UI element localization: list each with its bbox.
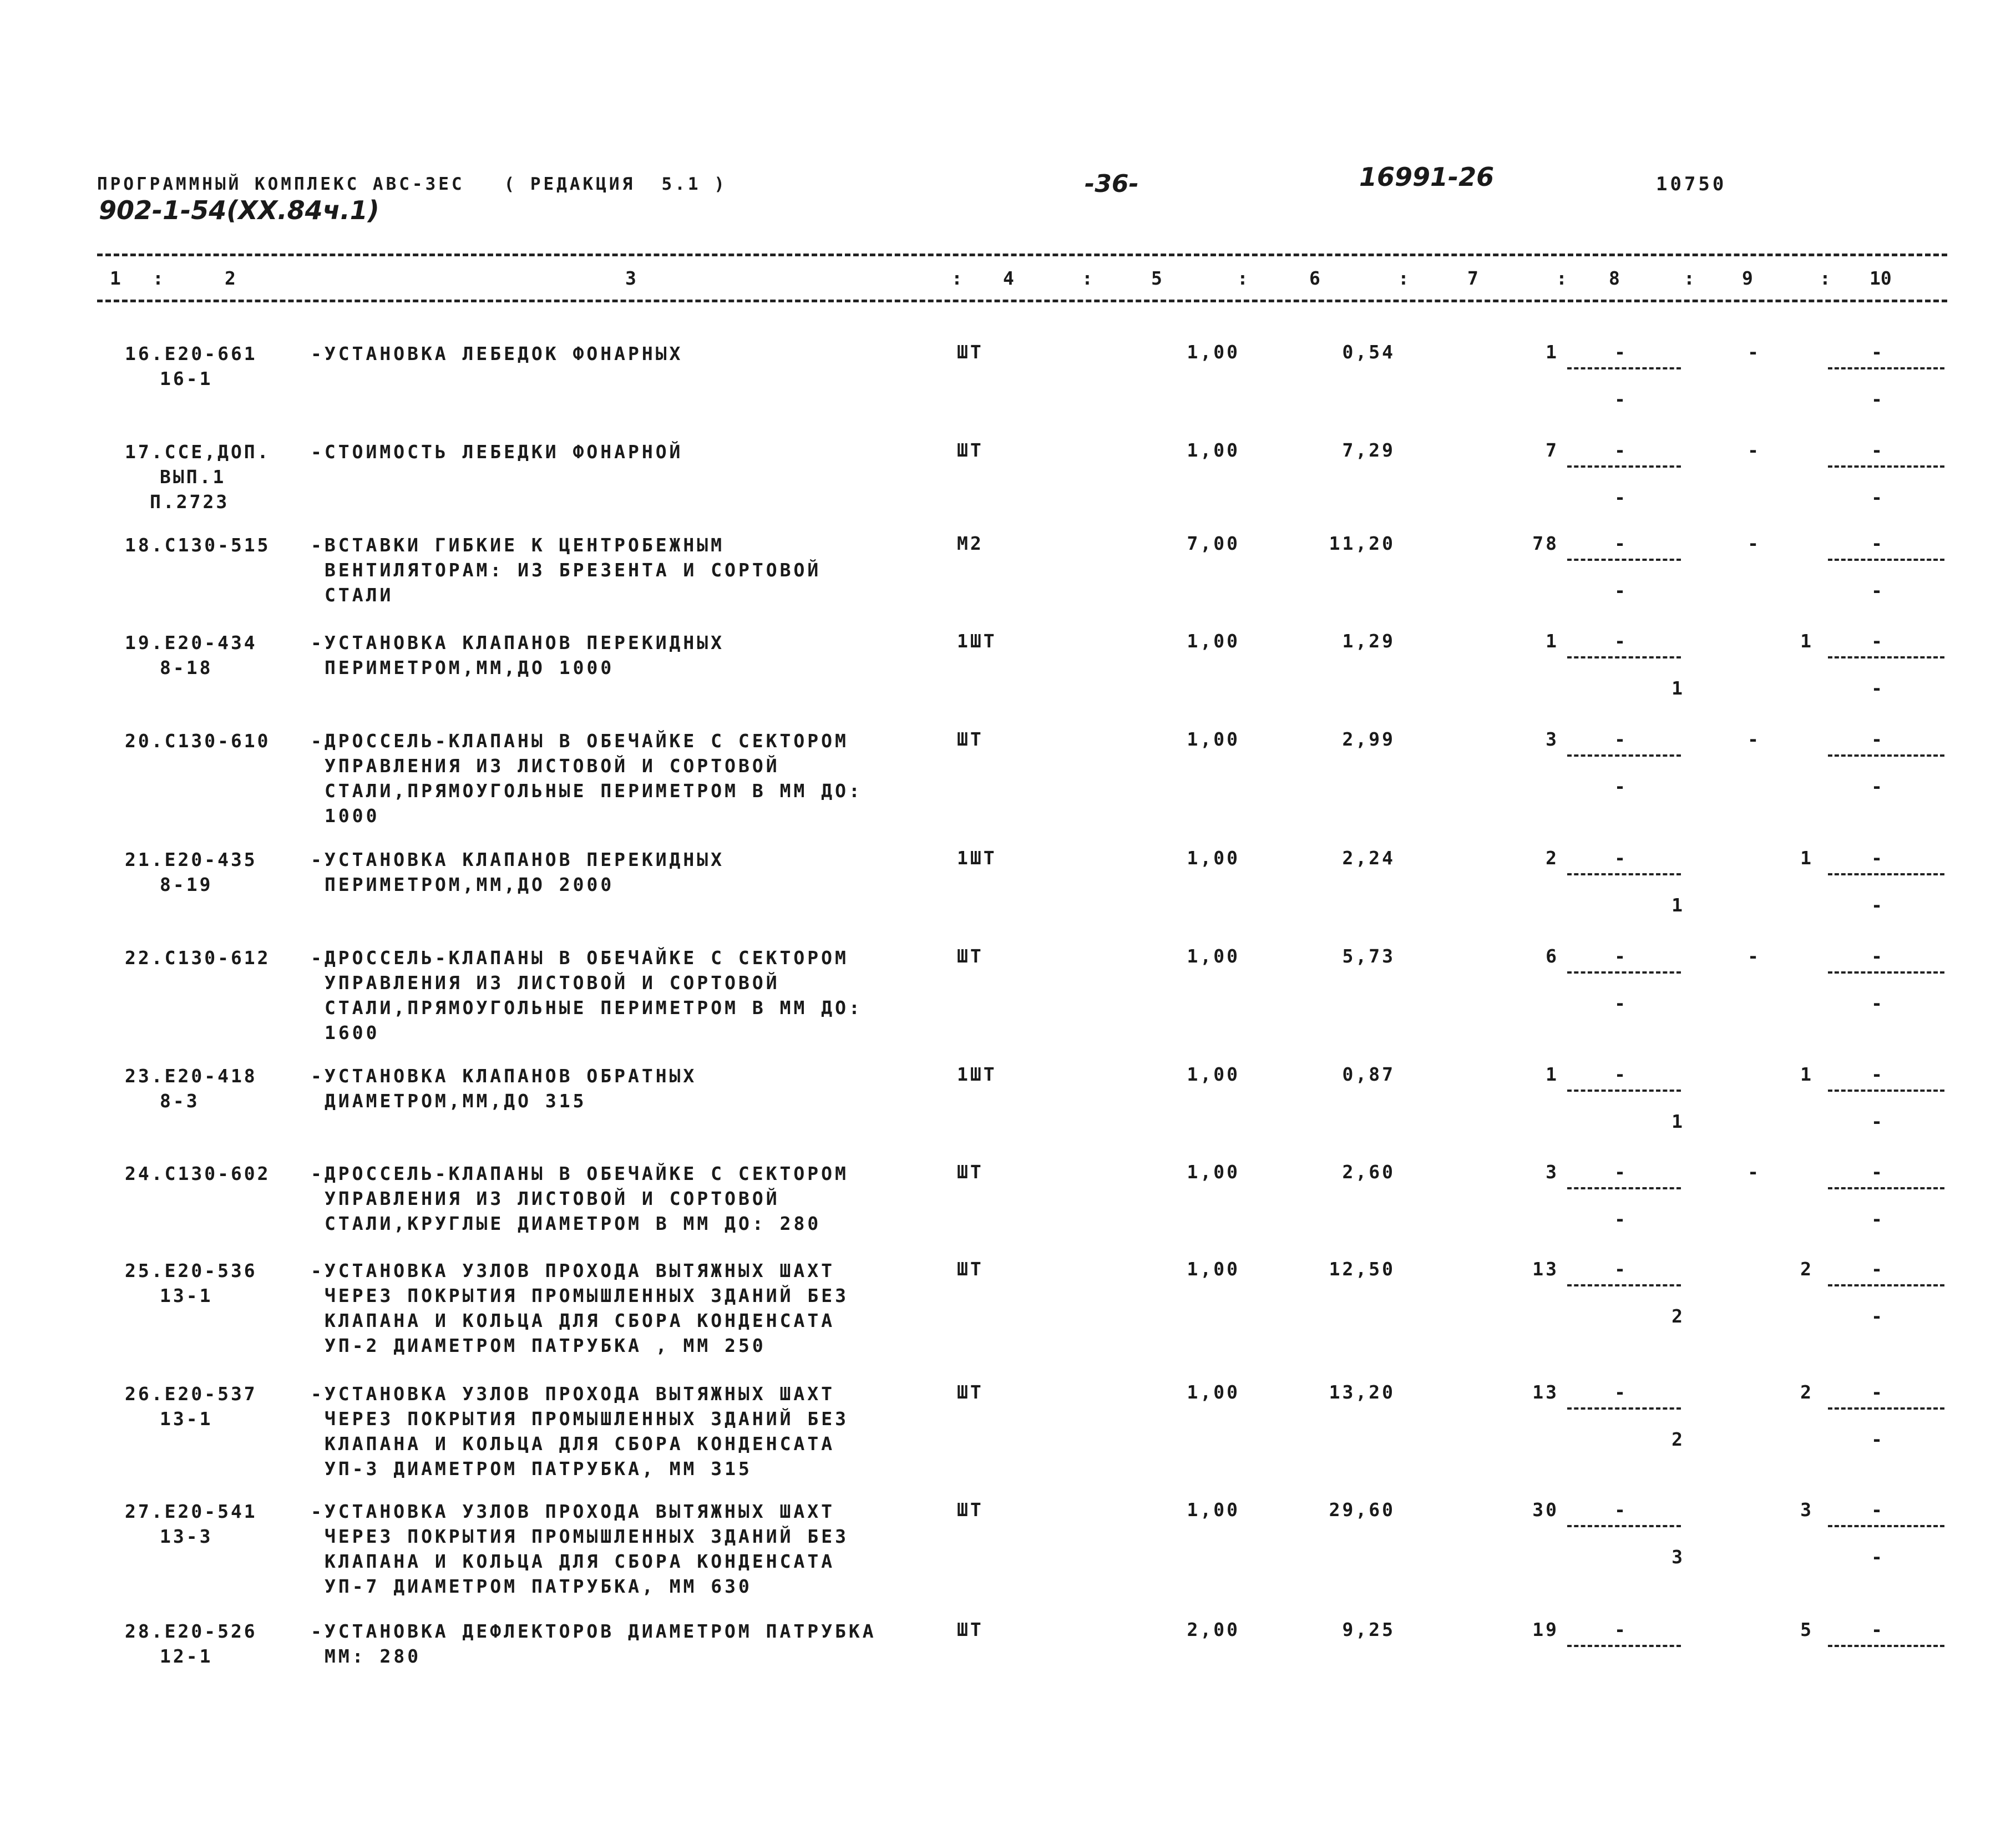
col10-top-value: -: [1871, 847, 1882, 869]
col10-fraction-line: [1828, 656, 1944, 658]
unit: ШТ: [957, 1258, 984, 1280]
col10-fraction-line: [1828, 367, 1944, 369]
col10-fraction-line: [1828, 465, 1944, 468]
column-separator: :: [1556, 267, 1567, 289]
item-code: 8-19: [160, 874, 213, 895]
item-code: 16.Е20-661: [125, 343, 257, 364]
item-description: -УСТАНОВКА КЛАПАНОВ ОБРАТНЫХ: [311, 1065, 697, 1087]
col10-top-value: -: [1871, 1381, 1882, 1403]
col8-top-value: -: [1614, 847, 1625, 869]
project-code: 902-1-54(ХХ.84ч.1): [99, 195, 379, 225]
col10-fraction-line: [1828, 971, 1944, 974]
col8-top-value: -: [1614, 1499, 1625, 1521]
col10-top-value: -: [1871, 1161, 1882, 1183]
total-cost: 3: [1546, 1161, 1559, 1183]
item-code: 13-1: [160, 1285, 213, 1306]
col9-value: 1: [1800, 1063, 1811, 1085]
total-cost: 3: [1546, 728, 1559, 750]
col10-fraction-line: [1828, 1645, 1944, 1647]
quantity: 1,00: [1187, 1499, 1240, 1521]
unit: 1ШТ: [957, 1063, 997, 1085]
unit: 1ШТ: [957, 847, 997, 869]
unit-price: 29,60: [1329, 1499, 1395, 1521]
col10-bottom-value: -: [1871, 992, 1882, 1014]
quantity: 1,00: [1187, 341, 1240, 363]
col9-value: 3: [1800, 1499, 1811, 1521]
column-separator: :: [1820, 267, 1831, 289]
col8-top-value: -: [1614, 728, 1625, 750]
col10-fraction-line: [1828, 754, 1944, 757]
col10-top-value: -: [1871, 1258, 1882, 1280]
col10-bottom-value: -: [1871, 580, 1882, 601]
col8-top-value: -: [1614, 439, 1625, 461]
quantity: 1,00: [1187, 630, 1240, 652]
item-description: -УСТАНОВКА КЛАПАНОВ ПЕРЕКИДНЫХ: [311, 632, 725, 653]
item-code: 22.С130-612: [125, 947, 271, 969]
item-code: 23.Е20-418: [125, 1065, 257, 1087]
col9-value: -: [1747, 945, 1759, 967]
col10-bottom-value: -: [1871, 677, 1882, 699]
col8-top-value: -: [1614, 341, 1625, 363]
unit: ШТ: [957, 945, 984, 967]
quantity: 2,00: [1187, 1619, 1240, 1640]
sheet-code: 10750: [1656, 173, 1727, 195]
total-cost: 13: [1532, 1381, 1559, 1403]
col10-fraction-line: [1828, 873, 1944, 875]
item-description: -ДРОССЕЛЬ-КЛАПАНЫ В ОБЕЧАЙКЕ С СЕКТОРОМ: [311, 1163, 849, 1184]
col8-top-value: -: [1614, 945, 1625, 967]
document-number: 16991-26: [1359, 162, 1495, 192]
quantity: 1,00: [1187, 847, 1240, 869]
column-number: 5: [1151, 267, 1162, 289]
col10-top-value: -: [1871, 945, 1882, 967]
item-description: -УСТАНОВКА ДЕФЛЕКТОРОВ ДИАМЕТРОМ ПАТРУБКА: [311, 1620, 877, 1642]
col10-bottom-value: -: [1871, 1305, 1882, 1327]
col10-bottom-value: -: [1871, 776, 1882, 797]
unit: ШТ: [957, 1381, 984, 1403]
item-code: 16-1: [160, 368, 213, 389]
col8-fraction-line: [1567, 971, 1681, 974]
item-description: 1600: [325, 1022, 380, 1043]
page-number: -36-: [1085, 170, 1139, 198]
item-code: ВЫП.1: [160, 466, 226, 488]
col8-bottom-value: 2: [1671, 1305, 1683, 1327]
unit: ШТ: [957, 728, 984, 750]
item-description: УПРАВЛЕНИЯ ИЗ ЛИСТОВОЙ И СОРТОВОЙ: [325, 972, 780, 994]
item-code: 21.Е20-435: [125, 849, 257, 870]
item-description: УПРАВЛЕНИЯ ИЗ ЛИСТОВОЙ И СОРТОВОЙ: [325, 755, 780, 777]
col8-top-value: -: [1614, 533, 1625, 554]
unit: ШТ: [957, 1619, 984, 1640]
col8-fraction-line: [1567, 656, 1681, 658]
item-code: 20.С130-610: [125, 730, 271, 752]
item-description: -УСТАНОВКА УЗЛОВ ПРОХОДА ВЫТЯЖНЫХ ШАХТ: [311, 1501, 835, 1522]
item-description: УП-7 ДИАМЕТРОМ ПАТРУБКА, ММ 630: [325, 1575, 752, 1597]
col8-bottom-value: -: [1614, 1208, 1625, 1230]
col8-fraction-line: [1567, 1187, 1681, 1189]
col8-top-value: -: [1614, 1381, 1625, 1403]
quantity: 1,00: [1187, 1161, 1240, 1183]
item-description: КЛАПАНА И КОЛЬЦА ДЛЯ СБОРА КОНДЕНСАТА: [325, 1433, 835, 1455]
item-code: П.2723: [150, 491, 230, 513]
total-cost: 2: [1546, 847, 1559, 869]
col10-top-value: -: [1871, 1499, 1882, 1521]
col8-fraction-line: [1567, 1407, 1681, 1410]
col8-bottom-value: 1: [1671, 1111, 1683, 1132]
item-code: 8-3: [160, 1090, 200, 1112]
col8-top-value: -: [1614, 630, 1625, 652]
item-description: -ДРОССЕЛЬ-КЛАПАНЫ В ОБЕЧАЙКЕ С СЕКТОРОМ: [311, 730, 849, 752]
item-description: ПЕРИМЕТРОМ,ММ,ДО 1000: [325, 657, 615, 678]
col10-fraction-line: [1828, 1187, 1944, 1189]
quantity: 1,00: [1187, 1258, 1240, 1280]
total-cost: 30: [1532, 1499, 1559, 1521]
unit-price: 9,25: [1342, 1619, 1395, 1640]
col10-top-value: -: [1871, 341, 1882, 363]
col8-top-value: -: [1614, 1258, 1625, 1280]
item-description: ЧЕРЕЗ ПОКРЫТИЯ ПРОМЫШЛЕННЫХ ЗДАНИЙ БЕЗ: [325, 1285, 849, 1306]
col8-bottom-value: -: [1614, 487, 1625, 508]
col8-top-value: -: [1614, 1161, 1625, 1183]
unit-price: 7,29: [1342, 439, 1395, 461]
col9-value: -: [1747, 341, 1759, 363]
column-separator: :: [1684, 267, 1695, 289]
total-cost: 7: [1546, 439, 1559, 461]
unit-price: 0,54: [1342, 341, 1395, 363]
item-code: 17.ССЕ,ДОП.: [125, 441, 271, 463]
item-description: -УСТАНОВКА КЛАПАНОВ ПЕРЕКИДНЫХ: [311, 849, 725, 870]
item-code: 24.С130-602: [125, 1163, 271, 1184]
item-description: УП-2 ДИАМЕТРОМ ПАТРУБКА , ММ 250: [325, 1335, 766, 1356]
unit: ШТ: [957, 439, 984, 461]
col8-fraction-line: [1567, 1090, 1681, 1092]
col9-value: 2: [1800, 1258, 1811, 1280]
unit-price: 13,20: [1329, 1381, 1395, 1403]
unit: ШТ: [957, 1161, 984, 1183]
col10-top-value: -: [1871, 630, 1882, 652]
col8-top-value: -: [1614, 1063, 1625, 1085]
col8-fraction-line: [1567, 465, 1681, 468]
col10-bottom-value: -: [1871, 1546, 1882, 1568]
unit-price: 5,73: [1342, 945, 1395, 967]
item-description: ММ: 280: [325, 1645, 422, 1667]
unit-price: 2,60: [1342, 1161, 1395, 1183]
quantity: 1,00: [1187, 728, 1240, 750]
item-description: ПЕРИМЕТРОМ,ММ,ДО 2000: [325, 874, 615, 895]
col10-top-value: -: [1871, 439, 1882, 461]
col8-fraction-line: [1567, 1284, 1681, 1286]
column-number: 6: [1309, 267, 1320, 289]
item-code: 18.С130-515: [125, 534, 271, 556]
item-description: УП-3 ДИАМЕТРОМ ПАТРУБКА, ММ 315: [325, 1458, 752, 1480]
col8-fraction-line: [1567, 1525, 1681, 1527]
col8-bottom-value: -: [1614, 776, 1625, 797]
item-code: 28.Е20-526: [125, 1620, 257, 1642]
column-number: 1: [110, 267, 121, 289]
item-code: 13-3: [160, 1526, 213, 1547]
table-top-rule: [97, 254, 1947, 256]
col10-top-value: -: [1871, 1619, 1882, 1640]
column-number: 4: [1003, 267, 1014, 289]
total-cost: 6: [1546, 945, 1559, 967]
quantity: 7,00: [1187, 533, 1240, 554]
col10-bottom-value: -: [1871, 388, 1882, 410]
column-separator: :: [951, 267, 963, 289]
col10-bottom-value: -: [1871, 1208, 1882, 1230]
col8-bottom-value: 3: [1671, 1546, 1683, 1568]
total-cost: 1: [1546, 341, 1559, 363]
column-number: 8: [1609, 267, 1620, 289]
unit-price: 1,29: [1342, 630, 1395, 652]
col10-fraction-line: [1828, 559, 1944, 561]
col8-fraction-line: [1567, 754, 1681, 757]
unit-price: 11,20: [1329, 533, 1395, 554]
col10-bottom-value: -: [1871, 894, 1882, 916]
col8-bottom-value: 2: [1671, 1428, 1683, 1450]
col9-value: 5: [1800, 1619, 1811, 1640]
item-description: -ДРОССЕЛЬ-КЛАПАНЫ В ОБЕЧАЙКЕ С СЕКТОРОМ: [311, 947, 849, 969]
total-cost: 78: [1532, 533, 1559, 554]
col10-fraction-line: [1828, 1090, 1944, 1092]
col10-top-value: -: [1871, 533, 1882, 554]
item-description: СТАЛИ: [325, 584, 394, 606]
quantity: 1,00: [1187, 1381, 1240, 1403]
item-description: СТАЛИ,ПРЯМОУГОЛЬНЫЕ ПЕРИМЕТРОМ В ММ ДО:: [325, 997, 863, 1019]
item-description: ЧЕРЕЗ ПОКРЫТИЯ ПРОМЫШЛЕННЫХ ЗДАНИЙ БЕЗ: [325, 1526, 849, 1547]
column-number: 9: [1742, 267, 1753, 289]
total-cost: 1: [1546, 1063, 1559, 1085]
item-description: СТАЛИ,КРУГЛЫЕ ДИАМЕТРОМ В ММ ДО: 280: [325, 1213, 822, 1234]
column-number: 7: [1467, 267, 1478, 289]
column-separator: :: [1237, 267, 1248, 289]
column-number: 2: [225, 267, 236, 289]
column-separator: :: [1082, 267, 1093, 289]
col10-fraction-line: [1828, 1284, 1944, 1286]
item-description: ДИАМЕТРОМ,ММ,ДО 315: [325, 1090, 587, 1112]
item-description: ЧЕРЕЗ ПОКРЫТИЯ ПРОМЫШЛЕННЫХ ЗДАНИЙ БЕЗ: [325, 1408, 849, 1430]
col8-bottom-value: -: [1614, 992, 1625, 1014]
col9-value: -: [1747, 1161, 1759, 1183]
total-cost: 1: [1546, 630, 1559, 652]
column-number: 3: [625, 267, 636, 289]
quantity: 1,00: [1187, 1063, 1240, 1085]
item-description: УПРАВЛЕНИЯ ИЗ ЛИСТОВОЙ И СОРТОВОЙ: [325, 1188, 780, 1209]
item-code: 13-1: [160, 1408, 213, 1430]
col10-top-value: -: [1871, 1063, 1882, 1085]
item-description: -УСТАНОВКА ЛЕБЕДОК ФОНАРНЫХ: [311, 343, 683, 364]
col10-bottom-value: -: [1871, 1428, 1882, 1450]
col8-fraction-line: [1567, 559, 1681, 561]
unit: М2: [957, 533, 984, 554]
col10-bottom-value: -: [1871, 487, 1882, 508]
col9-value: -: [1747, 439, 1759, 461]
table-header-rule: [97, 300, 1947, 302]
col10-top-value: -: [1871, 728, 1882, 750]
item-code: 19.Е20-434: [125, 632, 257, 653]
col8-fraction-line: [1567, 1645, 1681, 1647]
quantity: 1,00: [1187, 439, 1240, 461]
total-cost: 13: [1532, 1258, 1559, 1280]
col9-value: -: [1747, 728, 1759, 750]
col9-value: 2: [1800, 1381, 1811, 1403]
col10-fraction-line: [1828, 1525, 1944, 1527]
item-description: -ВСТАВКИ ГИБКИЕ К ЦЕНТРОБЕЖНЫМ: [311, 534, 725, 556]
col10-bottom-value: -: [1871, 1111, 1882, 1132]
col9-value: -: [1747, 533, 1759, 554]
item-code: 12-1: [160, 1645, 213, 1667]
program-line: ПРОГРАММНЫЙ КОМПЛЕКС АВС-3ЕС ( РЕДАКЦИЯ 5.1 ): [97, 174, 727, 194]
col10-fraction-line: [1828, 1407, 1944, 1410]
col9-value: 1: [1800, 847, 1811, 869]
item-description: -УСТАНОВКА УЗЛОВ ПРОХОДА ВЫТЯЖНЫХ ШАХТ: [311, 1383, 835, 1405]
item-description: -СТОИМОСТЬ ЛЕБЕДКИ ФОНАРНОЙ: [311, 441, 683, 463]
item-description: -УСТАНОВКА УЗЛОВ ПРОХОДА ВЫТЯЖНЫХ ШАХТ: [311, 1260, 835, 1281]
item-description: СТАЛИ,ПРЯМОУГОЛЬНЫЕ ПЕРИМЕТРОМ В ММ ДО:: [325, 780, 863, 802]
item-code: 8-18: [160, 657, 213, 678]
total-cost: 19: [1532, 1619, 1559, 1640]
column-number: 10: [1870, 267, 1892, 289]
item-code: 27.Е20-541: [125, 1501, 257, 1522]
item-description: КЛАПАНА И КОЛЬЦА ДЛЯ СБОРА КОНДЕНСАТА: [325, 1551, 835, 1572]
unit: ШТ: [957, 341, 984, 363]
item-description: КЛАПАНА И КОЛЬЦА ДЛЯ СБОРА КОНДЕНСАТА: [325, 1310, 835, 1331]
unit: ШТ: [957, 1499, 984, 1521]
col8-top-value: -: [1614, 1619, 1625, 1640]
item-description: 1000: [325, 805, 380, 827]
item-code: 26.Е20-537: [125, 1383, 257, 1405]
column-separator: :: [1398, 267, 1409, 289]
unit-price: 12,50: [1329, 1258, 1395, 1280]
col8-bottom-value: 1: [1671, 894, 1683, 916]
column-separator: :: [153, 267, 164, 289]
unit: 1ШТ: [957, 630, 997, 652]
item-description: ВЕНТИЛЯТОРАМ: ИЗ БРЕЗЕНТА И СОРТОВОЙ: [325, 559, 822, 581]
col9-value: 1: [1800, 630, 1811, 652]
col8-bottom-value: 1: [1671, 677, 1683, 699]
col8-bottom-value: -: [1614, 388, 1625, 410]
unit-price: 0,87: [1342, 1063, 1395, 1085]
unit-price: 2,99: [1342, 728, 1395, 750]
unit-price: 2,24: [1342, 847, 1395, 869]
item-code: 25.Е20-536: [125, 1260, 257, 1281]
col8-fraction-line: [1567, 873, 1681, 875]
col8-bottom-value: -: [1614, 580, 1625, 601]
quantity: 1,00: [1187, 945, 1240, 967]
col8-fraction-line: [1567, 367, 1681, 369]
